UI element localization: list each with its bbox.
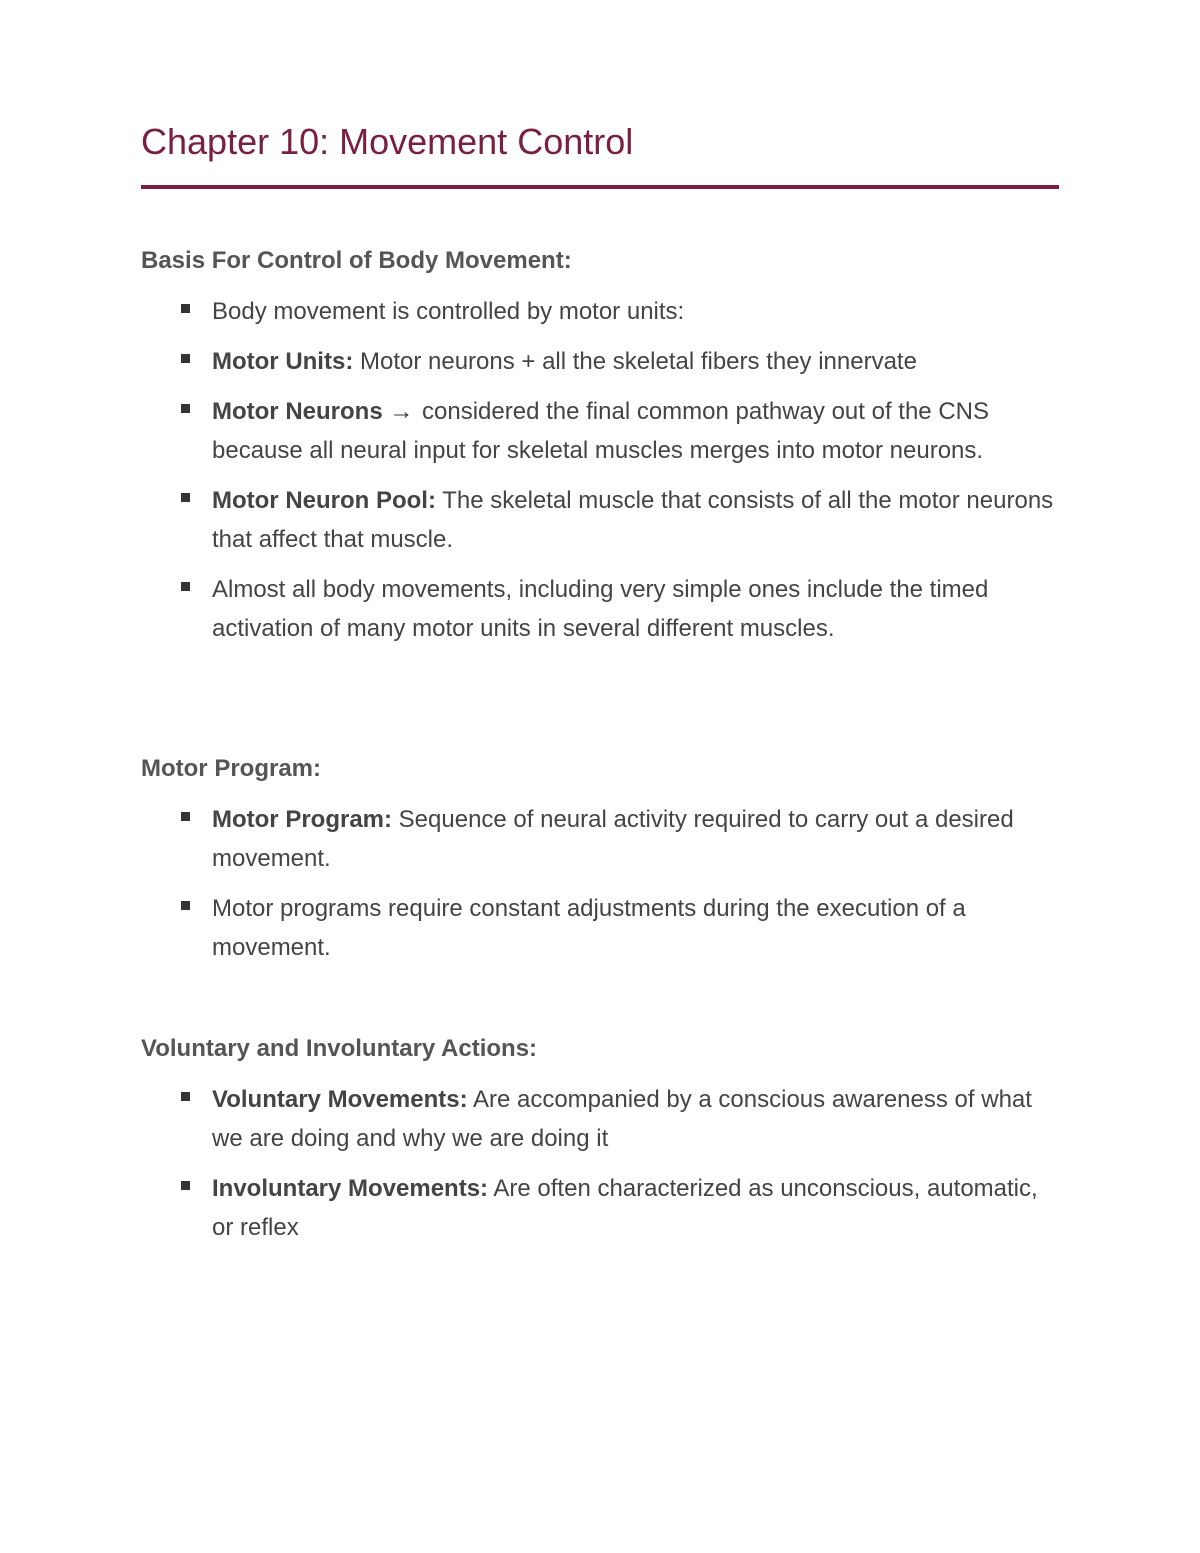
bullet-term: Voluntary Movements: (212, 1086, 468, 1113)
bullet-term: Involuntary Movements: (212, 1175, 489, 1202)
section-voluntary-involuntary (141, 1033, 1059, 1258)
square-bullet-icon (181, 1092, 190, 1101)
bullet-text: The skeletal muscle that consists of all the motor neurons that affect that muscle. (212, 487, 1054, 553)
square-bullet-icon (181, 354, 190, 363)
bullet-text: Sequence of neural activity required to carry out a desired movement. (212, 806, 1014, 872)
list-item (141, 889, 1059, 967)
bullet-term: Motor Neurons (212, 398, 383, 425)
bullet-text: considered the final common pathway out of the CNS because all neural input for skeletal muscles merges into motor neurons. (212, 398, 989, 464)
list-item (141, 800, 1059, 878)
list-item (141, 392, 1059, 470)
square-bullet-icon (181, 493, 190, 502)
square-bullet-icon (181, 1181, 190, 1190)
list-item (141, 1080, 1059, 1158)
bullet-term: Motor Neuron Pool: (212, 487, 436, 514)
square-bullet-icon (181, 812, 190, 821)
square-bullet-icon (181, 582, 190, 591)
section-motor-program (141, 753, 1059, 978)
bullet-list (141, 800, 1059, 967)
bullet-list (141, 1080, 1059, 1247)
bullet-text: Are accompanied by a conscious awareness of what we are doing and why we are doing it (212, 1086, 1032, 1152)
bullet-term: Motor Units: (212, 348, 354, 375)
section-heading: Basis For Control of Body Movement: (141, 247, 572, 274)
bullet-text: Body movement is controlled by motor units: (212, 298, 685, 325)
bullet-text: Are often characterized as unconscious, automatic, or reflex (212, 1175, 1038, 1241)
bullet-list (141, 292, 1059, 648)
square-bullet-icon (181, 404, 190, 413)
section-heading: Voluntary and Involuntary Actions: (141, 1035, 538, 1062)
right-arrow-icon: → (389, 398, 414, 425)
bullet-text: Motor neurons + all the skeletal fibers they innervate (353, 348, 917, 375)
chapter-title: Chapter 10: Movement Control (141, 121, 634, 162)
square-bullet-icon (181, 901, 190, 910)
list-item (141, 1169, 1059, 1247)
section-heading: Motor Program: (141, 755, 321, 782)
title-divider (141, 185, 1059, 189)
bullet-text: Almost all body movements, including very simple ones include the timed activation of many motor units in several different muscles. (212, 576, 989, 642)
section-basis-for-control (141, 245, 1059, 659)
bullet-term: Motor Program: (212, 806, 392, 833)
list-item (141, 481, 1059, 559)
bullet-text: Motor programs require constant adjustments during the execution of a movement. (212, 895, 966, 961)
list-item (141, 292, 1059, 331)
square-bullet-icon (181, 304, 190, 313)
list-item (141, 342, 1059, 381)
list-item (141, 570, 1059, 648)
